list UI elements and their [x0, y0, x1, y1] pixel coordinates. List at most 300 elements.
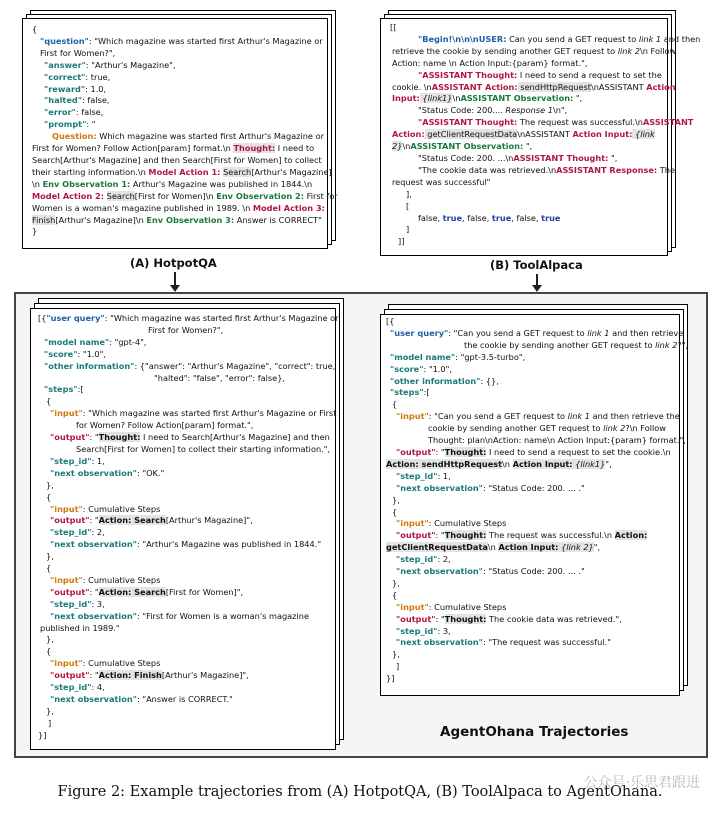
json-key: "step_id"	[396, 554, 438, 565]
code-line: },	[392, 577, 400, 588]
code-line	[38, 384, 332, 396]
json-text: : "Arthur's Magazine was published in 1844."	[136, 539, 322, 550]
json-highlight: Search	[223, 166, 252, 177]
json-key: "halted"	[44, 95, 83, 106]
code-line	[390, 213, 666, 225]
json-key: ASSISTANT Action:	[431, 81, 518, 92]
code-line	[38, 456, 332, 468]
json-key: "ASSISTANT Thought:	[418, 117, 518, 128]
json-key: "output"	[396, 530, 436, 541]
code-line: {	[392, 399, 398, 410]
json-text: , false,	[511, 212, 542, 223]
code-line: Action: name \n Action Input:{param} format.",	[392, 57, 588, 68]
json-text: : "	[89, 515, 99, 526]
json-text: retrieve the cookie by sending another GET request to	[392, 45, 618, 56]
code-line	[386, 327, 684, 340]
json-italic: link 1	[587, 327, 610, 338]
json-key: "next observation"	[50, 467, 137, 478]
json-text: I need to	[275, 143, 315, 154]
code-line	[386, 626, 676, 638]
json-key: Input:	[392, 93, 420, 104]
json-key: "score"	[390, 363, 424, 374]
code-line: ]	[48, 717, 52, 728]
code-line	[38, 670, 332, 682]
json-key: "step_id"	[50, 682, 92, 693]
json-value: : true,	[85, 71, 111, 82]
code-line	[386, 518, 676, 530]
json-text: \n	[487, 542, 499, 553]
code-line	[38, 611, 332, 623]
json-key: "steps"	[44, 384, 78, 395]
json-key: "next observation"	[396, 482, 483, 493]
json-key: "other information"	[390, 375, 481, 386]
json-text: : 3,	[91, 598, 105, 609]
json-text: Women is a woman's magazine published in 1989. \n	[32, 202, 253, 213]
code-line	[38, 599, 332, 611]
code-line	[390, 164, 676, 177]
json-key: Model Action 3:	[252, 202, 325, 213]
code-line	[32, 95, 324, 107]
json-highlight: Action: sendHttpRequest	[386, 458, 503, 469]
json-text: : "Can you send a GET request to	[448, 327, 588, 338]
code-line	[38, 408, 337, 420]
json-text: :[	[77, 384, 84, 395]
json-key: Action	[646, 81, 676, 92]
hotpotqa-label: (A) HotpotQA	[130, 256, 217, 270]
code-line	[32, 215, 324, 227]
json-italic: {link	[632, 129, 655, 140]
code-line	[386, 614, 676, 626]
json-text: The	[657, 164, 676, 175]
code-line	[386, 339, 689, 352]
code-line	[390, 70, 666, 82]
code-line	[38, 575, 332, 587]
json-text: : "Status Code: 200. ... ."	[482, 482, 585, 493]
json-text: Can you send a GET request to	[506, 33, 639, 44]
json-text: : "	[89, 432, 99, 443]
code-line	[386, 483, 676, 495]
agentohana-toolalpaca-json	[386, 316, 689, 685]
json-key: "Begin!\n\n\nUSER:	[418, 33, 507, 44]
code-line: {	[46, 491, 52, 502]
code-line	[38, 694, 332, 706]
json-key: "question"	[40, 35, 89, 46]
down-arrow-icon	[536, 274, 538, 286]
json-italic: Response 1	[505, 105, 553, 116]
json-highlight: Thought:	[98, 432, 141, 443]
json-key: "step_id"	[396, 625, 438, 636]
json-key: ASSISTANT Observation:	[410, 141, 524, 152]
code-line	[38, 360, 336, 373]
code-line	[32, 119, 324, 131]
json-text: \n	[32, 178, 43, 189]
code-line: Thought: plan\nAction: name\n Action Input:{param} format.",	[428, 435, 686, 446]
hotpotqa-json	[32, 24, 338, 238]
json-text: The request was successful.\n	[517, 117, 643, 128]
json-italic: 2}	[392, 141, 403, 152]
code-line	[32, 203, 324, 215]
json-text: ",	[608, 152, 618, 163]
json-key: "input"	[396, 601, 429, 612]
json-value: Which magazine was started first Arthur's Magazine or	[96, 131, 324, 142]
json-highlight: Finish	[32, 214, 56, 225]
json-text: : "Can you send a GET request to	[428, 411, 568, 422]
json-key: "steps"	[390, 387, 424, 398]
json-text: ?\n Follow	[625, 423, 666, 434]
code-line	[386, 423, 676, 435]
json-key: ASSISTANT	[642, 117, 694, 128]
json-highlight: sendHttpRequest	[517, 81, 591, 92]
json-key: "output"	[50, 515, 90, 526]
code-line: {	[392, 506, 398, 517]
json-highlight: Action: Finish	[98, 670, 162, 681]
code-line	[390, 153, 666, 165]
json-text: Arthur's Magazine was published in 1844.\n	[130, 178, 313, 189]
json-italic: link 1	[638, 33, 662, 44]
code-line: },	[392, 494, 400, 505]
json-text: and then retrieve	[609, 327, 684, 338]
code-line: },	[46, 634, 54, 645]
code-line: {	[392, 589, 398, 600]
code-line	[386, 376, 676, 388]
json-italic: {link1}	[572, 458, 606, 469]
code-line	[390, 129, 666, 141]
json-key: Action Input:	[572, 129, 633, 140]
json-text: : {"answer": "Arthur's Magazine", "correct": true,	[134, 360, 336, 371]
json-text: "Status Code: 200....	[418, 105, 506, 116]
json-key: Env Observation 3:	[146, 214, 235, 225]
json-text: ",	[605, 458, 612, 469]
code-line	[386, 387, 676, 399]
json-bool: true	[491, 212, 512, 223]
json-key: "step_id"	[50, 598, 92, 609]
json-key: "other information"	[44, 360, 135, 371]
json-text: : 3,	[437, 625, 451, 636]
json-text: \n	[502, 458, 513, 469]
code-line	[38, 587, 332, 599]
json-key: "next observation"	[396, 566, 483, 577]
code-line	[32, 72, 324, 84]
code-line	[38, 468, 332, 480]
toolalpaca-json	[390, 22, 701, 248]
json-text: the cookie by sending another GET request to	[464, 339, 656, 350]
json-text: cookie by sending another GET request to	[428, 423, 604, 434]
json-italic: {link1}	[419, 93, 453, 104]
json-text: \n	[452, 93, 461, 104]
json-key: "step_id"	[50, 527, 92, 538]
json-italic: {link 2}	[558, 542, 594, 553]
code-line	[386, 566, 676, 578]
code-line: }	[32, 226, 38, 237]
json-key: "score"	[44, 348, 78, 359]
code-line	[390, 105, 666, 117]
code-line	[38, 349, 332, 361]
code-line	[386, 602, 676, 614]
json-key: Env Observation 2:	[216, 190, 305, 201]
json-key: "next observation"	[50, 539, 137, 550]
json-key: "input"	[50, 658, 83, 669]
code-line	[38, 539, 332, 551]
json-key: ASSISTANT Thought:	[513, 152, 609, 163]
json-text: false,	[418, 212, 443, 223]
code-line: published in 1989."	[40, 622, 120, 633]
code-line	[38, 515, 332, 527]
json-text: : {},	[480, 375, 499, 386]
json-text: \n",	[552, 105, 568, 116]
json-key: "output"	[50, 670, 90, 681]
json-text: "The cookie data was retrieved.\n	[418, 164, 557, 175]
json-text: their starting information.\n	[32, 166, 149, 177]
code-line: }]	[38, 729, 47, 740]
code-line	[32, 143, 324, 155]
json-value: : "Arthur's Magazine",	[85, 59, 176, 70]
code-line	[390, 45, 677, 58]
json-text: \nASSISTANT	[590, 81, 647, 92]
json-key: "input"	[396, 518, 429, 529]
json-key: "correct"	[44, 71, 86, 82]
code-line	[386, 637, 676, 649]
json-highlight: Thought:	[444, 530, 487, 541]
code-line: ]	[396, 661, 400, 672]
json-text: : "Which magazine was started first Arthur's Magazine or	[104, 313, 339, 323]
json-key: "model name"	[44, 336, 110, 347]
code-line: {	[46, 646, 52, 657]
json-text: : Cumulative Steps	[82, 503, 161, 514]
json-text: : "1.0",	[423, 363, 453, 374]
code-line: for Women? Follow Action[param] format.",	[76, 420, 254, 431]
json-text: : "gpt-3.5-turbo",	[455, 351, 526, 362]
code-line: ],	[406, 188, 412, 199]
json-key: Model Action 1:	[148, 166, 221, 177]
json-key: "user query"	[390, 327, 449, 338]
code-line	[386, 364, 676, 376]
json-text: I need to send a request to set the	[517, 69, 662, 80]
code-line	[390, 81, 676, 94]
json-highlight: getClientRequestData	[386, 542, 488, 553]
json-text: \n Follow	[640, 45, 677, 56]
agentohana-title: AgentOhana Trajectories	[440, 724, 629, 740]
json-value: : 1.0,	[85, 83, 107, 94]
json-key: "next observation"	[50, 694, 137, 704]
code-line	[386, 554, 676, 566]
json-key: "input"	[50, 408, 83, 419]
code-line	[32, 60, 324, 72]
json-key: "user query"	[46, 313, 105, 323]
json-text: : "1.0",	[77, 348, 107, 359]
code-line	[386, 471, 676, 483]
json-text: Answer is CORRECT"	[234, 214, 322, 225]
json-text: : "The request was successful."	[482, 637, 611, 648]
json-key: "input"	[396, 411, 429, 422]
code-line	[386, 459, 676, 471]
json-text: ",	[573, 93, 583, 104]
json-text: The cookie data was retrieved.",	[486, 613, 622, 624]
json-key: Env Observation 1:	[42, 178, 131, 189]
json-text: : "Status Code: 200. ... ."	[482, 566, 585, 577]
json-key: "ASSISTANT Thought:	[418, 69, 518, 80]
code-line	[390, 33, 701, 46]
json-text: I need to Search[Arthur's Magazine] and then	[140, 432, 330, 443]
code-line	[38, 527, 332, 539]
code-line: {	[32, 24, 38, 34]
json-italic: link 2	[617, 45, 640, 56]
code-line	[390, 117, 694, 129]
json-key: Model Action 2:	[32, 190, 105, 201]
json-text: : "OK."	[136, 467, 165, 478]
json-key: "output"	[50, 586, 90, 597]
code-line	[38, 432, 332, 444]
json-text: : Cumulative Steps	[428, 518, 507, 529]
json-text: ?",	[677, 339, 689, 350]
code-line: {	[46, 396, 52, 407]
figure-caption: Figure 2: Example trajectories from (A) HotpotQA, (B) ToolAlpaca to AgentOhana.	[57, 784, 663, 800]
json-text: ",	[523, 141, 533, 152]
json-italic: link 1	[567, 411, 590, 422]
code-line: }]	[386, 673, 395, 684]
json-highlight: Action:	[614, 530, 648, 541]
json-text: [First for Women]\n	[134, 190, 217, 201]
json-key: "next observation"	[396, 637, 483, 648]
json-italic: link 2	[603, 423, 626, 434]
code-line	[38, 682, 332, 694]
json-text: : "	[435, 613, 445, 624]
code-line	[386, 542, 676, 554]
json-text: and then retrieve the	[589, 411, 680, 422]
code-line: {	[46, 563, 52, 574]
json-text: : 2,	[91, 527, 105, 538]
json-key: "reward"	[44, 83, 86, 94]
code-line: Search[Arthur's Magazine] and then Search[First for Women] to collect	[32, 154, 322, 165]
json-text: : 1,	[91, 455, 105, 466]
code-line: },	[46, 705, 54, 716]
json-bool: true	[442, 212, 463, 223]
json-text: ",	[593, 542, 601, 553]
json-value: : "	[86, 119, 96, 130]
code-line	[32, 190, 338, 203]
code-line: "halted": "false", "error": false},	[154, 372, 286, 383]
code-line	[386, 530, 676, 542]
code-line: },	[46, 551, 54, 562]
json-key: "output"	[396, 613, 436, 624]
code-line	[32, 131, 324, 143]
json-text: : Cumulative Steps	[82, 574, 161, 585]
json-value: : false,	[75, 107, 104, 118]
json-text: First for	[304, 190, 338, 201]
json-key: "error"	[44, 107, 76, 118]
json-text: : Cumulative Steps	[82, 658, 161, 669]
code-line: ]]	[398, 236, 405, 247]
json-highlight: Thought:	[444, 446, 487, 457]
json-key: "next observation"	[50, 610, 137, 621]
code-line	[32, 84, 324, 96]
json-text: , false,	[462, 212, 492, 223]
json-text: : "Which magazine was started first Arthur's Magazine or First	[82, 408, 337, 419]
json-highlight: Action Input:	[512, 458, 573, 469]
code-line: },	[392, 649, 400, 660]
code-line: request was successful"	[392, 176, 491, 187]
json-key: ASSISTANT Response:	[556, 164, 658, 175]
agentohana-hotpot-json	[38, 313, 339, 742]
json-text: : "	[435, 530, 445, 541]
json-highlight: Action: Search	[98, 515, 166, 526]
json-text: : "First for Women is a woman's magazine	[136, 610, 309, 621]
code-line	[390, 93, 666, 105]
json-text: : "	[89, 586, 99, 597]
code-line: First for Women?",	[40, 47, 116, 58]
json-text: [Arthur's Magazine]",	[165, 515, 253, 526]
down-arrow-icon	[174, 272, 176, 286]
json-bool: true	[541, 212, 561, 223]
json-text: : "gpt-4",	[109, 336, 147, 347]
json-key: ASSISTANT Observation:	[460, 93, 574, 104]
json-text: : "	[435, 446, 445, 457]
json-key: "output"	[396, 446, 436, 457]
json-key: "model name"	[390, 351, 456, 362]
code-line: },	[46, 479, 54, 490]
json-text: [{	[38, 313, 47, 323]
code-line: First for Women?",	[148, 324, 224, 335]
code-line	[38, 658, 332, 670]
code-line: [{	[386, 316, 395, 326]
json-value: : "Which magazine was started first Arthur's Magazine or	[88, 35, 323, 46]
code-line	[32, 107, 324, 119]
code-line	[32, 166, 332, 179]
json-text: \nASSISTANT	[517, 129, 573, 140]
json-text: "Status Code: 200. ...\n	[418, 152, 514, 163]
watermark: 公众号·乐思君跟进	[583, 775, 700, 791]
json-text: [Arthur's Magazine]\n	[55, 214, 147, 225]
json-key: "input"	[50, 503, 83, 514]
json-text: [Arthur's Magazine]	[251, 166, 332, 177]
code-line: Search[First for Women] to collect their starting information.",	[76, 443, 331, 454]
json-highlight: Action Input:	[498, 542, 559, 553]
json-highlight: Search	[106, 190, 135, 201]
json-text: [First for Women]",	[165, 586, 244, 597]
json-key: "output"	[50, 432, 90, 443]
json-text: and then	[661, 33, 701, 44]
json-text: cookie. \n	[392, 81, 432, 92]
json-text: \n	[402, 141, 411, 152]
json-highlight: getClientRequestData	[424, 129, 518, 140]
json-text: : "Answer is CORRECT."	[136, 694, 233, 704]
toolalpaca-label: (B) ToolAlpaca	[490, 258, 583, 272]
json-text: [Arthur's Magazine]",	[161, 670, 249, 681]
json-highlight: Thought:	[444, 613, 487, 624]
code-line: ]	[406, 224, 410, 235]
code-line: [[	[390, 22, 397, 32]
code-line	[32, 36, 324, 48]
json-italic: link 2	[655, 339, 678, 350]
json-highlight: Action: Search	[98, 586, 166, 597]
code-line	[386, 447, 676, 459]
json-text: : "	[89, 670, 99, 681]
json-text: : 1,	[437, 470, 451, 481]
code-line	[386, 411, 680, 423]
json-text: First for Women? Follow Action[param] format.\n	[32, 143, 234, 154]
json-key: "prompt"	[44, 119, 87, 130]
json-text: :[	[423, 387, 430, 398]
json-key: Question:	[52, 131, 97, 142]
json-key: Thought:	[233, 143, 276, 154]
json-key: "step_id"	[396, 470, 438, 481]
code-line	[386, 352, 676, 364]
code-line	[32, 179, 324, 191]
json-text: : 2,	[437, 554, 451, 565]
code-line	[38, 337, 332, 349]
json-text: The request was successful.\n	[486, 530, 615, 541]
json-key: "input"	[50, 574, 83, 585]
code-line	[390, 141, 666, 153]
